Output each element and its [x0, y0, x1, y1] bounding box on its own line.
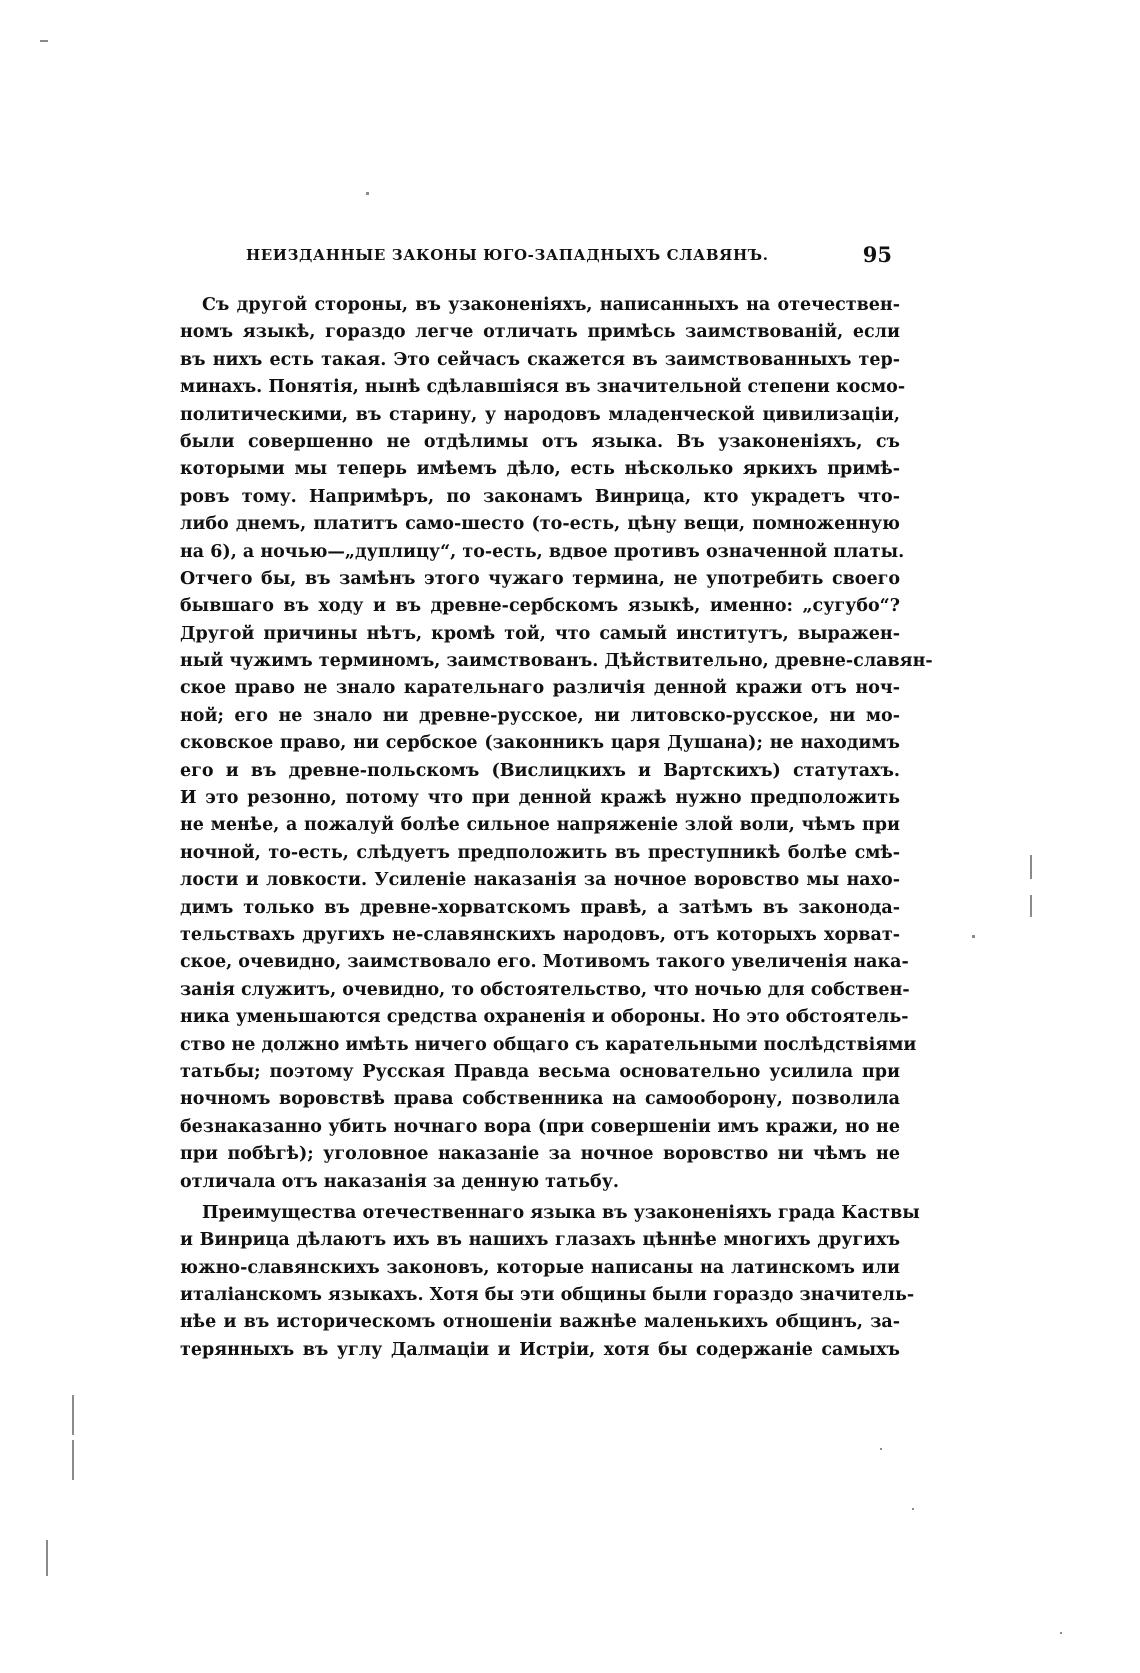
text-line: ство не должно имѣть ничего общаго съ карательными послѣдствіями [180, 1034, 917, 1055]
text-line: его и въ древне-польскомъ (Вислицкихъ и Вартскихъ) статутахъ. [180, 760, 900, 781]
scan-speck [366, 192, 369, 195]
text-line: И это резонно, потому что при денной кражѣ нужно предположить [180, 788, 900, 809]
scan-speck [912, 1508, 914, 1510]
text-line: занія служитъ, очевидно, то обстоятельство, что ночью для собствен- [180, 979, 910, 1000]
text-line: либо днемъ, платитъ само-шесто (то-есть, цѣну вещи, помноженную [180, 514, 900, 535]
text-line: бывшаго въ ходу и въ древне-сербскомъ языкѣ, именно: „сугубо“? [180, 596, 900, 617]
text-line: политическими, въ старину, у народовъ младенческой цивилизаціи, [180, 404, 900, 425]
text-line: италіанскомъ языкахъ. Хотя бы эти общины были гораздо значитель- [180, 1285, 915, 1306]
scan-speck [1030, 855, 1032, 879]
text-line: Преимущества отечественнаго языка въ узаконеніяхъ града Каствы [202, 1202, 920, 1223]
text-line: ровъ тому. Напримѣръ, по законамъ Винрица, кто украдетъ что- [180, 486, 900, 507]
scan-speck [46, 1540, 48, 1576]
text-line: на 6), а ночью—„дуплицу“, то-есть, вдвое противъ означенной платы. [180, 541, 905, 562]
text-line: южно-славянскихъ законовъ, которые написаны на латинскомъ или [180, 1257, 900, 1278]
body-text [180, 292, 933, 1364]
text-line: терянныхъ въ углу Далмаціи и Истріи, хотя бы содержаніе самыхъ [180, 1339, 900, 1360]
text-line: тельствахъ другихъ не-славянскихъ народовъ, отъ которыхъ хорват- [180, 924, 900, 945]
paragraph [180, 1200, 920, 1364]
scan-speck [40, 40, 48, 42]
text-line: Другой причины нѣтъ, кромѣ той, что самый институтъ, выражен- [180, 623, 900, 644]
text-line: сковское право, ни сербское (законникъ царя Душана); не находимъ [180, 733, 900, 754]
text-line: татьбы; поэтому Русская Правда весьма основательно усилила при [180, 1061, 900, 1082]
text-line: нѣе и въ историческомъ отношеніи важнѣе маленькихъ общинъ, за- [180, 1312, 900, 1333]
text-line: Съ другой стороны, въ узаконеніяхъ, написанныхъ на отечествен- [202, 295, 900, 315]
scan-speck [1030, 895, 1032, 917]
running-title: НЕИЗДАННЫЕ ЗАКОНЫ ЮГО-ЗАПАДНЫХЪ СЛАВЯНЪ. [246, 246, 769, 264]
text-line: ночномъ воровствѣ права собственника на самооборону, позволила [180, 1089, 900, 1110]
text-line: номъ языкѣ, гораздо легче отличать примѣсь заимствованій, если [180, 322, 900, 343]
text-line: и Винрица дѣлаютъ ихъ въ нашихъ глазахъ цѣннѣе многихъ другихъ [180, 1230, 900, 1251]
text-line: лости и ловкости. Усиленіе наказанія за ночное воровство мы нахо- [180, 870, 900, 891]
running-head [240, 242, 892, 272]
text-line: безнаказанно убить ночнаго вора (при совершеніи имъ кражи, но не [180, 1116, 900, 1137]
text-line: Отчего бы, въ замѣнъ этого чужаго термина, не употребить своего [180, 568, 900, 589]
scan-speck [72, 1395, 74, 1435]
text-line: ское, очевидно, заимствовало его. Мотивомъ такого увеличенія нака- [180, 952, 909, 973]
text-line: димъ только въ древне-хорватскомъ правѣ, а затѣмъ въ законода- [180, 897, 900, 918]
text-line: минахъ. Понятія, нынѣ сдѣлавшіяся въ значительной степени космо- [180, 377, 906, 398]
text-line: отличала отъ наказанія за денную татьбу. [180, 1171, 620, 1192]
text-line: ный чужимъ терминомъ, заимствованъ. Дѣйствительно, древне-славян- [180, 651, 933, 672]
text-line: при побѣгѣ); уголовное наказаніе за ночное воровство ни чѣмъ не [180, 1144, 900, 1165]
scan-speck [1060, 1632, 1062, 1634]
text-line: ника уменьшаются средства охраненія и обороны. Но это обстоятель- [180, 1007, 909, 1028]
text-line: были совершенно не отдѣлимы отъ языка. Въ узаконеніяхъ, съ [180, 431, 900, 452]
scan-speck [880, 1448, 882, 1450]
scan-speck [72, 1440, 74, 1480]
scan-speck [972, 935, 975, 938]
text-line: не менѣе, а пожалуй болѣе сильное напряженіе злой воли, чѣмъ при [180, 815, 900, 836]
paragraph [180, 292, 933, 1196]
text-line: которыми мы теперь имѣемъ дѣло, есть нѣсколько яркихъ примѣ- [180, 459, 900, 480]
page-number: 95 [862, 242, 892, 267]
text-line: ское право не знало карательнаго различія денной кражи отъ ноч- [180, 678, 900, 699]
text-line: ночной, то-есть, слѣдуетъ предположить въ преступникѣ болѣе смѣ- [180, 842, 900, 863]
text-line: въ нихъ есть такая. Это сейчасъ скажется въ заимствованныхъ тер- [180, 349, 900, 370]
text-line: ной; его не знало ни древне-русское, ни литовско-русское, ни мо- [180, 705, 900, 726]
